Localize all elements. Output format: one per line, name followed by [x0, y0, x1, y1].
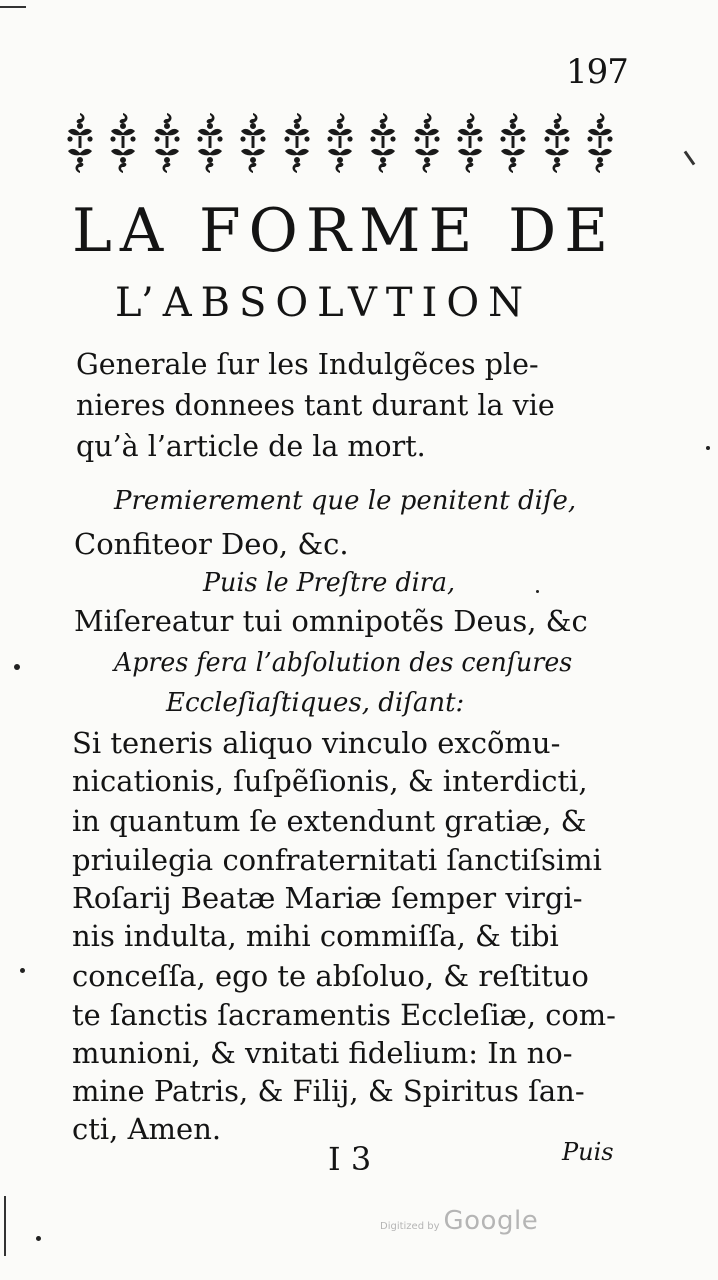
fleuron-ornament-icon	[582, 111, 618, 175]
ornament-band	[62, 110, 618, 176]
text-line: cti, Amen.	[72, 1112, 222, 1146]
text-line: Puis le Preſtre dira,	[203, 568, 456, 598]
fleuron-ornament-icon	[62, 111, 98, 175]
text-line: Premierement que le penitent diſe,	[114, 486, 577, 516]
signature-mark: I 3	[328, 1140, 372, 1178]
text-line: Eccleſiaſtiques, diſant:	[166, 688, 465, 718]
fleuron-ornament-icon	[192, 111, 228, 175]
scan-speck	[20, 968, 25, 973]
title-line-1-text: LA FORME DE	[72, 196, 616, 266]
text-line: mine Patris, & Filij, & Spiritus ſan-	[72, 1074, 585, 1108]
scan-edge-mark	[0, 6, 26, 8]
text-line: Roſarij Beatæ Mariæ ſemper virgi-	[72, 881, 583, 915]
fleuron-ornament-icon	[409, 111, 445, 175]
fleuron-ornament-icon	[279, 111, 315, 175]
scan-speck	[706, 446, 710, 450]
scan-edge-mark	[4, 1196, 6, 1256]
catchword: Puis	[562, 1138, 614, 1166]
scan-speck	[14, 664, 20, 670]
fleuron-ornament-icon	[365, 111, 401, 175]
watermark-small: Digitized by	[380, 1221, 440, 1232]
watermark-google: Google	[443, 1206, 539, 1236]
text-line: nis indulta, mihi commiſſa, & tibi	[72, 919, 559, 953]
title-line-1	[72, 196, 616, 266]
text-line: conceſſa, ego te abſoluo, & reſtituo	[72, 959, 589, 993]
text-line: munioni, & vnitati fidelium: In no-	[72, 1036, 573, 1070]
scan-edge-mark	[684, 151, 696, 166]
title-line-2	[115, 280, 615, 326]
page-number: 197	[566, 52, 628, 92]
fleuron-ornament-icon	[105, 111, 141, 175]
title-line-2-text: L’ABSOLVTION	[115, 280, 533, 326]
digitized-watermark	[380, 1206, 538, 1236]
fleuron-ornament-icon	[149, 111, 185, 175]
text-line: Si teneris aliquo vinculo excõmu-	[72, 726, 561, 760]
text-line: Miſereatur tui omnipotẽs Deus, &c	[74, 604, 588, 638]
text-line: te ſanctis ſacramentis Eccleſiæ, com-	[72, 998, 616, 1032]
text-line: nicationis, ſuſpẽſionis, & interdicti,	[72, 764, 588, 798]
scan-speck	[36, 1236, 41, 1241]
text-line: priuilegia confraternitati ſanctiſsimi	[72, 843, 602, 877]
fleuron-ornament-icon	[539, 111, 575, 175]
fleuron-ornament-icon	[322, 111, 358, 175]
fleuron-ornament-icon	[495, 111, 531, 175]
scan-speck	[536, 590, 539, 593]
text-line: in quantum ſe extendunt gratiæ, &	[72, 804, 587, 838]
subtitle: Generale ſur les Indulgẽces ple- nieres donnees tant durant la vie qu’à l’article de la mort.	[76, 348, 555, 463]
text-line: Apres fera l’abſolution des cenſures	[114, 648, 573, 678]
text-line: Confiteor Deo, &c.	[74, 527, 349, 561]
fleuron-ornament-icon	[452, 111, 488, 175]
fleuron-ornament-icon	[235, 111, 271, 175]
